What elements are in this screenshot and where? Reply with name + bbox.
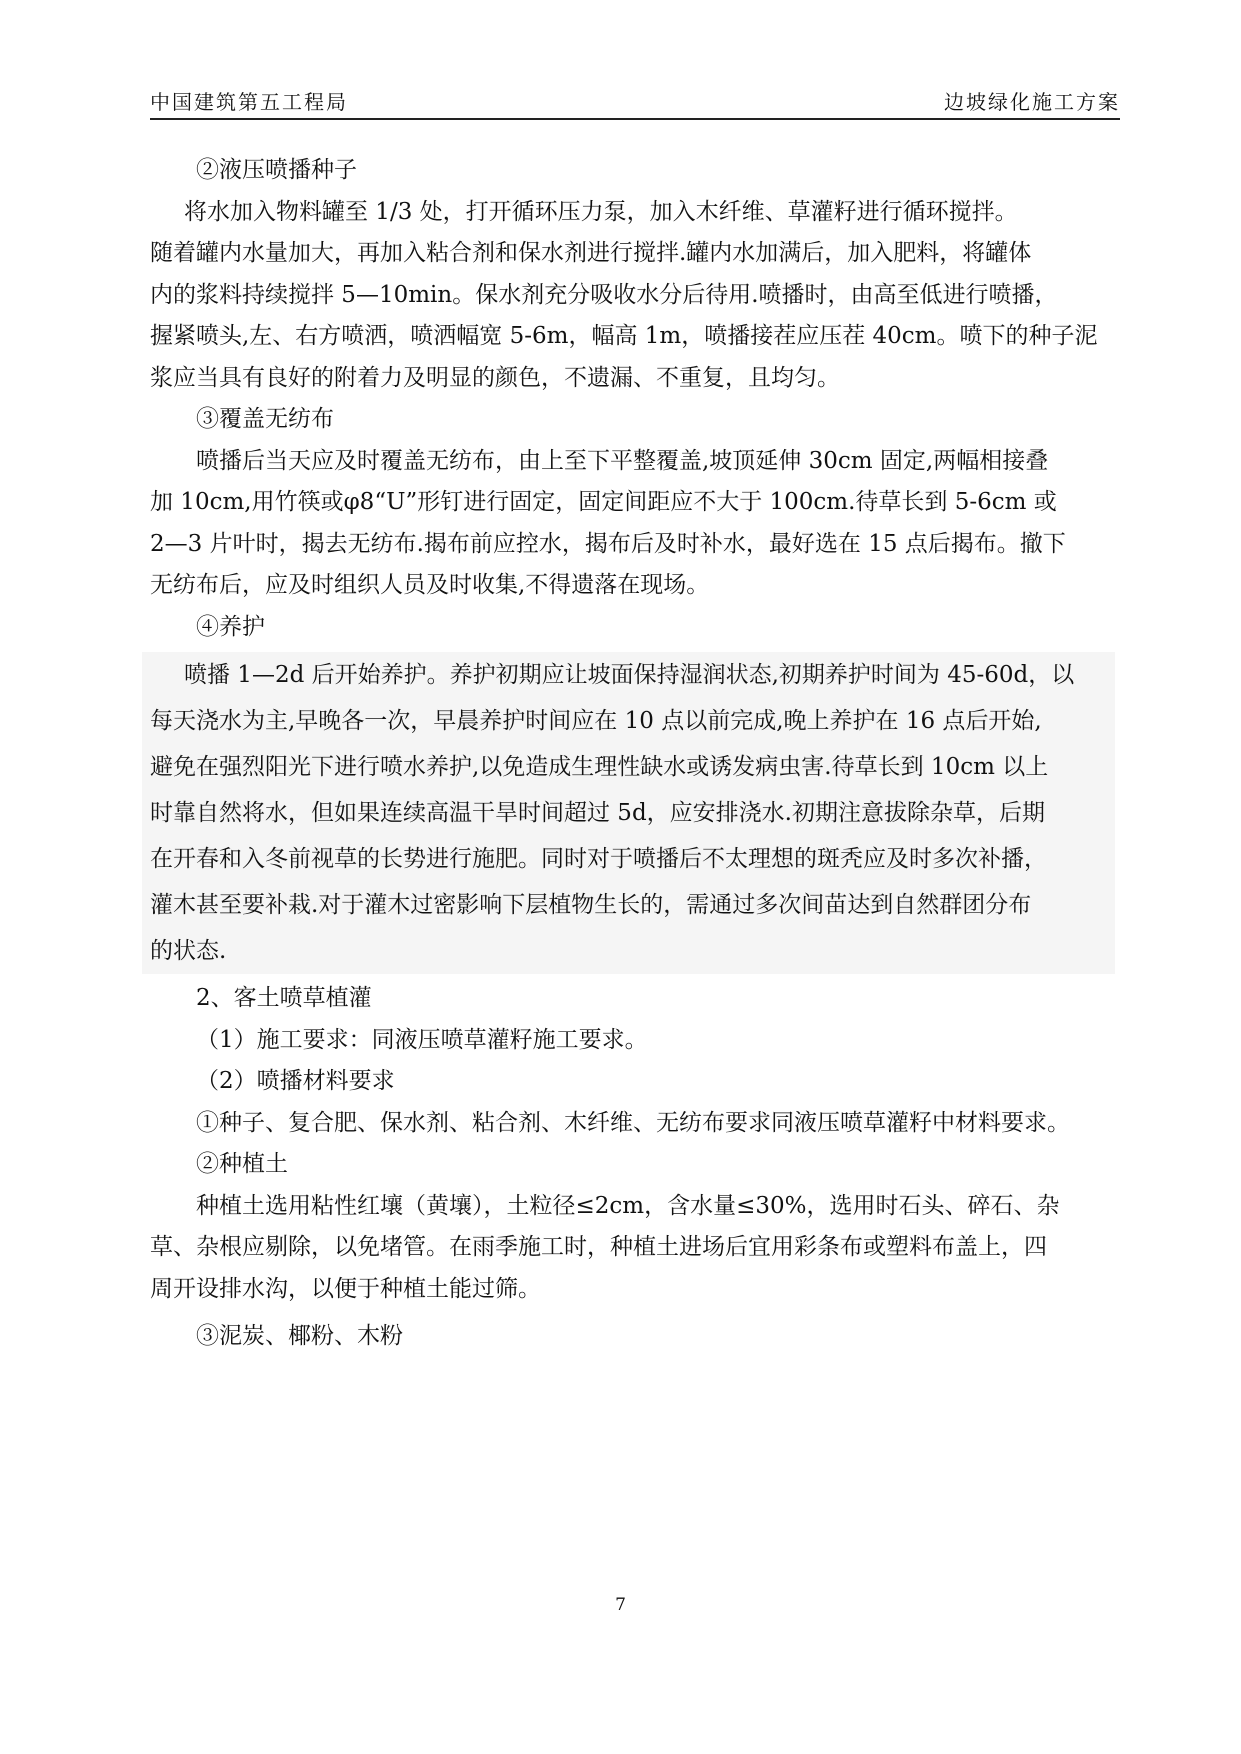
header-document-title: 边坡绿化施工方案 (944, 90, 1120, 114)
heading-planting-soil: ②种植土 (196, 1151, 288, 1177)
paragraph-line: 种植土选用粘性红壤（黄壤），土粒径≤2cm，含水量≤30%，选用时石头、碎石、杂 (196, 1192, 1060, 1219)
heading-maintenance: ④养护 (196, 613, 265, 640)
paragraph-line: 握紧喷头,左、右方喷洒，喷洒幅宽 5-6m，幅高 1m，喷播接茬应压茬 40cm。喷下的种子泥 (150, 323, 1098, 349)
heading-soil-spraying: 2、客土喷草植灌 (196, 985, 372, 1011)
paragraph-line: ①种子、复合肥、保水剂、粘合剂、木纤维、无纺布要求同液压喷草灌籽中材料要求。 (196, 1109, 1070, 1136)
paragraph-line: 2—3 片叶时，揭去无纺布.揭布前应控水，揭布后及时补水，最好选在 15 点后揭布。撤下 (150, 530, 1066, 557)
heading-construction-requirements: （1）施工要求：同液压喷草灌籽施工要求。 (196, 1026, 648, 1053)
paragraph-line: 的状态. (150, 938, 227, 964)
heading-cover-fabric: ③覆盖无纺布 (196, 406, 334, 432)
header-rule (150, 118, 1120, 120)
paragraph-line: 无纺布后，应及时组织人员及时收集,不得遗落在现场。 (150, 572, 710, 598)
paragraph-line: 浆应当具有良好的附着力及明显的颜色，不遗漏、不重复，且均匀。 (150, 364, 840, 391)
paragraph-line: 将水加入物料罐至 1/3 处，打开循环压力泵，加入木纤维、草灌籽进行循环搅拌。 (184, 198, 1018, 225)
paragraph-line: 喷播后当天应及时覆盖无纺布，由上至下平整覆盖,坡顶延伸 30cm 固定,两幅相接叠 (196, 447, 1049, 474)
paragraph-line: 草、杂根应剔除，以免堵管。在雨季施工时，种植土进场后宜用彩条布或塑料布盖上，四 (150, 1234, 1047, 1260)
page-body (150, 150, 1115, 1358)
paragraph-line: 随着罐内水量加大，再加入粘合剂和保水剂进行搅拌.罐内水加满后，加入肥料，将罐体 (150, 240, 1032, 266)
paragraph-line: 内的浆料持续搅拌 5—10min。保水剂充分吸收水分后待用.喷播时，由高至低进行喷播， (150, 281, 1058, 308)
page-header (150, 86, 1120, 116)
header-organization: 中国建筑第五工程局 (150, 90, 348, 114)
paragraph-line: 加 10cm,用竹筷或φ8“U”形钉进行固定，固定间距应不大于 100cm.待草长到 5-6cm 或 (150, 489, 1057, 515)
paragraph-line: 灌木甚至要补栽.对于灌木过密影响下层植物生长的，需通过多次间苗达到自然群团分布 (150, 892, 1032, 918)
heading-peat-coir-wood: ③泥炭、椰粉、木粉 (196, 1323, 403, 1349)
paragraph-line: 喷播 1—2d 后开始养护。养护初期应让坡面保持湿润状态,初期养护时间为 45-60d，以 (184, 662, 1075, 688)
heading-material-requirements: （2）喷播材料要求 (196, 1068, 395, 1094)
heading-hydro-seeding: ②液压喷播种子 (196, 157, 357, 183)
paragraph-line: 每天浇水为主,早晚各一次，早晨养护时间应在 10 点以前完成,晚上养护在 16 点后开始, (150, 708, 1042, 734)
paragraph-line: 时靠自然将水，但如果连续高温干旱时间超过 5d，应安排浇水.初期注意拔除杂草，后期 (150, 800, 1045, 826)
paragraph-line: 在开春和入冬前视草的长势进行施肥。同时对于喷播后不太理想的斑秃应及时多次补播， (150, 846, 1047, 872)
paragraph-line: 周开设排水沟，以便于种植土能过筛。 (150, 1275, 541, 1302)
page-number: 7 (615, 1595, 626, 1615)
maintenance-shaded-block (142, 652, 1115, 974)
paragraph-line: 避免在强烈阳光下进行喷水养护,以免造成生理性缺水或诱发病虫害.待草长到 10cm 以上 (150, 754, 1049, 780)
